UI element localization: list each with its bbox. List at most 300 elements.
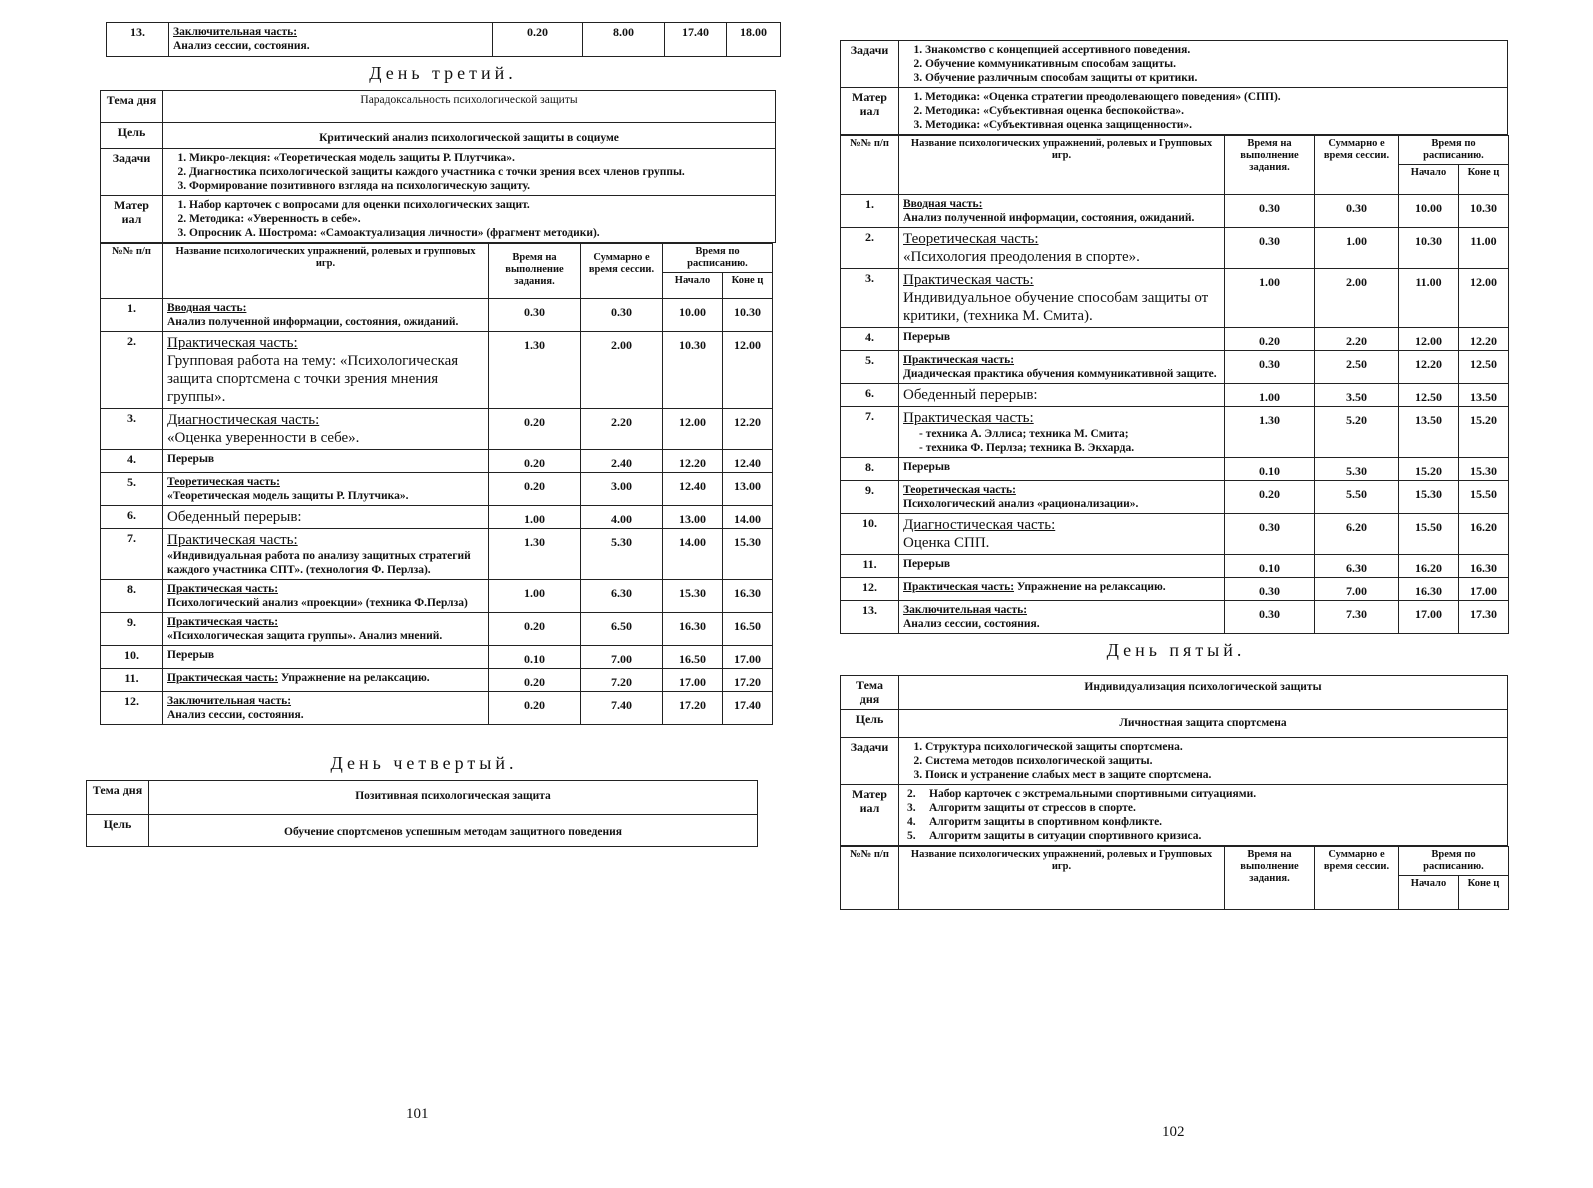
total-cell: 3.00 xyxy=(581,473,663,506)
time-cell: 1.00 xyxy=(1225,384,1315,407)
goal-value: Критический анализ психологической защиты в социуме xyxy=(163,123,776,149)
total-cell: 2.40 xyxy=(581,450,663,473)
section-title: Практическая часть: xyxy=(167,532,298,548)
section-title: Диагностическая часть: xyxy=(167,412,320,428)
task-item: 3. Поиск и устранение слабых мест в защите спортсмена. xyxy=(925,768,1503,782)
total-cell: 7.00 xyxy=(1315,578,1399,601)
total-cell: 2.00 xyxy=(1315,269,1399,328)
table-row xyxy=(841,228,1509,269)
row-number: 1. xyxy=(841,195,899,228)
header-name: Название психологических упражнений, ролевых и Групповых игр. xyxy=(899,136,1225,195)
row-activity xyxy=(163,409,489,450)
task-item: 2. Система методов психологической защиты. xyxy=(925,754,1503,768)
section-text: Анализ сессии, состояния. xyxy=(903,618,1040,630)
section-title: Практическая часть: xyxy=(167,335,298,351)
section-text: Психологический анализ «проекции» (техника Ф.Перлза) xyxy=(167,597,468,609)
day3-title: День третий. xyxy=(369,63,517,83)
header-total: Суммарно е время сессии. xyxy=(1315,847,1399,910)
page-number: 101 xyxy=(406,1106,429,1122)
row-activity xyxy=(163,669,489,692)
end-cell: 13.00 xyxy=(723,473,773,506)
header-end: Коне ц xyxy=(1459,876,1509,910)
row-activity xyxy=(163,613,489,646)
table-row xyxy=(841,407,1509,458)
section-title: Практическая часть: xyxy=(167,616,279,628)
header-number: №№ п/п xyxy=(101,244,163,299)
row-activity xyxy=(899,351,1225,384)
table-row xyxy=(841,269,1509,328)
right-page xyxy=(840,0,1512,1140)
row-activity xyxy=(899,578,1225,601)
row-activity xyxy=(163,692,489,725)
time-cell: 0.20 xyxy=(489,473,581,506)
start-cell: 17.20 xyxy=(663,692,723,725)
total-cell: 6.20 xyxy=(1315,514,1399,555)
total-cell: 7.40 xyxy=(581,692,663,725)
day3-schedule-table xyxy=(100,243,773,725)
section-text: Обеденный перерыв: xyxy=(903,387,1038,403)
row-activity xyxy=(899,328,1225,351)
table-row xyxy=(101,646,773,669)
header-end: Коне ц xyxy=(723,273,773,299)
start-cell: 13.00 xyxy=(663,506,723,529)
day5-schedule-header xyxy=(840,846,1509,910)
row-number: 1. xyxy=(101,299,163,332)
end-cell: 16.30 xyxy=(723,580,773,613)
table-row xyxy=(841,578,1509,601)
table-row xyxy=(841,328,1509,351)
end-cell: 12.50 xyxy=(1459,351,1509,384)
time-cell: 1.00 xyxy=(489,580,581,613)
row-activity xyxy=(899,514,1225,555)
section-title: Практическая часть: xyxy=(167,672,279,684)
start-cell: 11.00 xyxy=(1399,269,1459,328)
row-number: 10. xyxy=(841,514,899,555)
row-activity xyxy=(163,450,489,473)
start-cell: 15.30 xyxy=(1399,481,1459,514)
end-cell: 15.30 xyxy=(1459,458,1509,481)
section-title: Заключительная часть: xyxy=(167,695,292,707)
section-title: Практическая часть: xyxy=(903,410,1034,426)
end-cell: 12.20 xyxy=(723,409,773,450)
end-cell: 13.50 xyxy=(1459,384,1509,407)
section-text: Перерыв xyxy=(167,649,215,661)
row-number: 13. xyxy=(841,601,899,634)
row-activity xyxy=(899,601,1225,634)
materials-label: Матер иал xyxy=(101,196,163,243)
start-cell: 15.50 xyxy=(1399,514,1459,555)
header-start: Начало xyxy=(663,273,723,299)
section-title: Практическая часть: xyxy=(903,354,1015,366)
end-cell: 15.20 xyxy=(1459,407,1509,458)
tasks-list xyxy=(163,149,776,196)
material-item: 3. Методика: «Субъективная оценка защищенности». xyxy=(925,118,1503,132)
row-number: 4. xyxy=(841,328,899,351)
material-item: 1. Методика: «Оценка стратегии преодолевающего поведения» (СПП). xyxy=(925,90,1503,104)
section-text: Перерыв xyxy=(903,331,951,343)
row-number: 8. xyxy=(101,580,163,613)
task-item: 2. Диагностика психологической защиты каждого участника с точки зрения всех членов группы. xyxy=(189,165,771,179)
section-title: Практическая часть: xyxy=(903,581,1015,593)
row-number: 4. xyxy=(101,450,163,473)
time-cell: 1.30 xyxy=(489,332,581,409)
day5-info-table xyxy=(840,675,1508,846)
material-item: 1. Набор карточек с вопросами для оценки психологических защит. xyxy=(189,198,771,212)
end-cell: 17.20 xyxy=(723,669,773,692)
start-cell: 12.50 xyxy=(1399,384,1459,407)
start-cell: 14.00 xyxy=(663,529,723,580)
header-time: Время на выполнение задания. xyxy=(1225,136,1315,195)
material-item: 4. Алгоритм защиты в спортивном конфликте. xyxy=(907,816,1163,828)
table-row xyxy=(101,409,773,450)
time-cell: 0.30 xyxy=(1225,228,1315,269)
section-text: «Теоретическая модель защиты Р. Плутчика». xyxy=(167,490,409,502)
row-activity xyxy=(163,473,489,506)
day4-rows xyxy=(841,195,1509,634)
tasks-label: Задачи xyxy=(101,149,163,196)
goal-value: Обучение спортсменов успешным методам защитного поведения xyxy=(149,815,758,847)
time-cell: 0.30 xyxy=(1225,514,1315,555)
row-activity xyxy=(163,646,489,669)
table-row xyxy=(841,195,1509,228)
end-cell: 17.40 xyxy=(723,692,773,725)
table-row xyxy=(101,299,773,332)
section-text: Индивидуальное обучение способам защиты от критики, (техника М. Смита). xyxy=(903,290,1209,324)
time-cell: 1.00 xyxy=(1225,269,1315,328)
task-item: 3. Формирование позитивного взгляда на психологическую защиту. xyxy=(189,179,771,193)
start-cell: 10.30 xyxy=(1399,228,1459,269)
start-cell: 12.00 xyxy=(1399,328,1459,351)
end-cell: 15.50 xyxy=(1459,481,1509,514)
tema-value: Позитивная психологическая защита xyxy=(149,781,758,815)
section-title: Теоретическая часть: xyxy=(903,484,1016,496)
row-number: 6. xyxy=(841,384,899,407)
row-number: 11. xyxy=(841,555,899,578)
section-text: Психологический анализ «рационализации». xyxy=(903,498,1139,510)
row-number: 7. xyxy=(841,407,899,458)
end-cell: 17.00 xyxy=(723,646,773,669)
row-number: 5. xyxy=(841,351,899,384)
table-row xyxy=(841,514,1509,555)
material-item: 2. Методика: «Уверенность в себе». xyxy=(189,212,771,226)
task-item: 3. Обучение различным способам защиты от критики. xyxy=(925,71,1503,85)
end-cell: 15.30 xyxy=(723,529,773,580)
total-cell: 2.50 xyxy=(1315,351,1399,384)
start-cell: 13.50 xyxy=(1399,407,1459,458)
total-cell: 0.30 xyxy=(1315,195,1399,228)
row-number: 10. xyxy=(101,646,163,669)
section-title: Теоретическая часть: xyxy=(903,231,1039,247)
end-cell: 16.50 xyxy=(723,613,773,646)
time-cell: 1.30 xyxy=(489,529,581,580)
end-cell: 16.30 xyxy=(1459,555,1509,578)
section-title: Диагностическая часть: xyxy=(903,517,1056,533)
time-cell: 0.30 xyxy=(1225,351,1315,384)
table-row xyxy=(101,580,773,613)
day2-final-row-table xyxy=(106,22,781,57)
start-cell: 12.00 xyxy=(663,409,723,450)
start-cell: 10.00 xyxy=(1399,195,1459,228)
materials-label: Матер иал xyxy=(841,88,899,135)
total-cell: 2.20 xyxy=(581,409,663,450)
goal-label: Цель xyxy=(101,123,163,149)
goal-label: Цель xyxy=(841,710,899,738)
section-text: Анализ сессии, состояния. xyxy=(173,40,310,52)
start-cell: 16.50 xyxy=(663,646,723,669)
row-number: 3. xyxy=(101,409,163,450)
day4-title: День четвертый. xyxy=(330,753,518,773)
time-cell: 0.20 xyxy=(489,669,581,692)
tema-value: Парадоксальность психологической защиты xyxy=(163,91,776,123)
section-text: Групповая работа на тему: «Психологическая защита спортсмена с точки зрения мнения группы». xyxy=(167,353,459,405)
start-cell: 12.40 xyxy=(663,473,723,506)
materials-list xyxy=(899,785,1508,846)
table-row xyxy=(101,473,773,506)
table-row xyxy=(101,332,773,409)
section-text: Перерыв xyxy=(903,461,951,473)
material-item: 3. Алгоритм защиты от стрессов в спорте. xyxy=(907,802,1136,814)
total-cell: 5.50 xyxy=(1315,481,1399,514)
material-item: 2. Набор карточек с экстремальными спортивными ситуациями. xyxy=(907,788,1257,800)
tasks-list xyxy=(899,738,1508,785)
end-cell: 16.20 xyxy=(1459,514,1509,555)
table-row xyxy=(101,529,773,580)
page-number: 102 xyxy=(1162,1124,1185,1140)
row-number: 8. xyxy=(841,458,899,481)
header-number: №№ п/п xyxy=(841,847,899,910)
header-schedule: Время по расписанию. xyxy=(1399,136,1509,165)
time-cell: 0.10 xyxy=(489,646,581,669)
row-number: 3. xyxy=(841,269,899,328)
time-cell: 0.20 xyxy=(489,613,581,646)
task-item: 1. Структура психологической защиты спортсмена. xyxy=(925,740,1503,754)
header-total: Суммарно е время сессии. xyxy=(1315,136,1399,195)
start-cell: 17.00 xyxy=(663,669,723,692)
row-activity xyxy=(163,506,489,529)
list-item: - техника Ф. Перлза; техника В. Экхарда. xyxy=(919,441,1220,455)
start-cell: 10.00 xyxy=(663,299,723,332)
end-cell: 10.30 xyxy=(723,299,773,332)
row-number: 13. xyxy=(107,23,169,57)
section-title: Вводная часть: xyxy=(167,302,247,314)
start-cell: 17.40 xyxy=(665,23,727,57)
start-cell: 12.20 xyxy=(663,450,723,473)
total-cell: 5.20 xyxy=(1315,407,1399,458)
task-item: 1. Знакомство с концепцией ассертивного поведения. xyxy=(925,43,1503,57)
tasks-label: Задачи xyxy=(841,41,899,88)
tema-value: Индивидуализация психологической защиты xyxy=(899,676,1508,710)
section-text: «Психология преодоления в спорте». xyxy=(903,249,1140,265)
row-activity xyxy=(169,23,493,57)
row-number: 9. xyxy=(841,481,899,514)
table-row xyxy=(101,669,773,692)
row-number: 12. xyxy=(841,578,899,601)
row-activity xyxy=(899,407,1225,458)
time-cell: 0.20 xyxy=(1225,481,1315,514)
time-cell: 0.20 xyxy=(493,23,583,57)
time-cell: 1.30 xyxy=(1225,407,1315,458)
time-cell: 1.00 xyxy=(489,506,581,529)
header-name: Название психологических упражнений, ролевых и Групповых игр. xyxy=(899,847,1225,910)
total-cell: 5.30 xyxy=(1315,458,1399,481)
section-title: Практическая часть: xyxy=(903,272,1034,288)
table-row xyxy=(101,450,773,473)
time-cell: 0.20 xyxy=(489,692,581,725)
total-cell: 7.20 xyxy=(581,669,663,692)
materials-list xyxy=(899,88,1508,135)
table-row xyxy=(101,613,773,646)
total-cell: 2.00 xyxy=(581,332,663,409)
left-page xyxy=(86,0,782,1122)
row-activity xyxy=(899,228,1225,269)
tema-label: Тема дня xyxy=(101,91,163,123)
row-number: 11. xyxy=(101,669,163,692)
end-cell: 17.30 xyxy=(1459,601,1509,634)
section-title: Практическая часть: xyxy=(167,583,279,595)
table-row xyxy=(841,481,1509,514)
row-activity xyxy=(163,529,489,580)
header-time: Время на выполнение задания. xyxy=(489,244,581,299)
table-row xyxy=(841,384,1509,407)
row-number: 7. xyxy=(101,529,163,580)
section-title: Теоретическая часть: xyxy=(167,476,280,488)
time-cell: 0.20 xyxy=(489,409,581,450)
goal-value: Личностная защита спортсмена xyxy=(899,710,1508,738)
row-activity xyxy=(163,332,489,409)
table-row xyxy=(841,458,1509,481)
row-activity xyxy=(899,555,1225,578)
start-cell: 16.20 xyxy=(1399,555,1459,578)
time-cell: 0.30 xyxy=(1225,195,1315,228)
section-text: Упражнение на релаксацию. xyxy=(280,672,430,684)
total-cell: 6.50 xyxy=(581,613,663,646)
end-cell: 12.00 xyxy=(723,332,773,409)
section-title: Заключительная часть: xyxy=(903,604,1028,616)
section-text: «Оценка уверенности в себе». xyxy=(167,430,360,446)
row-number: 2. xyxy=(101,332,163,409)
tema-label: Тема дня xyxy=(841,676,899,710)
day4-tasks-table xyxy=(840,40,1508,135)
material-item: 2. Методика: «Субъективная оценка беспокойства». xyxy=(925,104,1503,118)
material-item: 5. Алгоритм защиты в ситуации спортивного кризиса. xyxy=(907,830,1202,842)
table-row xyxy=(841,351,1509,384)
total-cell: 7.00 xyxy=(581,646,663,669)
start-cell: 12.20 xyxy=(1399,351,1459,384)
row-number: 2. xyxy=(841,228,899,269)
time-cell: 0.30 xyxy=(1225,578,1315,601)
row-activity xyxy=(163,299,489,332)
header-start: Начало xyxy=(1399,876,1459,910)
day3-info-table xyxy=(100,90,776,243)
section-text: Обеденный перерыв: xyxy=(167,509,302,525)
time-cell: 0.10 xyxy=(1225,458,1315,481)
end-cell: 10.30 xyxy=(1459,195,1509,228)
row-activity xyxy=(163,580,489,613)
section-text: «Психологическая защита группы». Анализ мнений. xyxy=(167,630,443,642)
row-activity xyxy=(899,481,1225,514)
time-cell: 0.30 xyxy=(1225,601,1315,634)
section-text: Анализ полученной информации, состояния, ожиданий. xyxy=(903,212,1195,224)
total-cell: 7.30 xyxy=(1315,601,1399,634)
table-row xyxy=(841,601,1509,634)
row-number: 5. xyxy=(101,473,163,506)
total-cell: 6.30 xyxy=(1315,555,1399,578)
section-text: Анализ сессии, состояния. xyxy=(167,709,304,721)
section-text: Перерыв xyxy=(167,453,215,465)
row-number: 9. xyxy=(101,613,163,646)
header-total: Суммарно е время сессии. xyxy=(581,244,663,299)
start-cell: 16.30 xyxy=(1399,578,1459,601)
section-text: Перерыв xyxy=(903,558,951,570)
day3-rows xyxy=(101,299,773,725)
start-cell: 10.30 xyxy=(663,332,723,409)
end-cell: 14.00 xyxy=(723,506,773,529)
row-number: 12. xyxy=(101,692,163,725)
start-cell: 16.30 xyxy=(663,613,723,646)
time-cell: 0.30 xyxy=(489,299,581,332)
end-cell: 18.00 xyxy=(727,23,781,57)
section-text: Оценка СПП. xyxy=(903,535,990,551)
header-name: Название психологических упражнений, ролевых и групповых игр. xyxy=(163,244,489,299)
total-cell: 6.30 xyxy=(581,580,663,613)
section-title: Заключительная часть: xyxy=(173,26,298,38)
row-activity xyxy=(899,269,1225,328)
task-item: 2. Обучение коммуникативным способам защиты. xyxy=(925,57,1503,71)
day5-title: День пятый. xyxy=(1106,640,1246,660)
day4-info-table xyxy=(86,780,758,847)
section-title: Вводная часть: xyxy=(903,198,983,210)
end-cell: 17.00 xyxy=(1459,578,1509,601)
time-cell: 0.20 xyxy=(489,450,581,473)
materials-label: Матер иал xyxy=(841,785,899,846)
total-cell: 8.00 xyxy=(583,23,665,57)
total-cell: 3.50 xyxy=(1315,384,1399,407)
section-text: Анализ полученной информации, состояния, ожиданий. xyxy=(167,316,459,328)
table-row xyxy=(841,555,1509,578)
row-activity xyxy=(899,195,1225,228)
section-text: «Индивидуальная работа по анализу защитных стратегий каждого участника СПТ». (технология Ф. Перлза). xyxy=(167,550,471,576)
header-number: №№ п/п xyxy=(841,136,899,195)
total-cell: 5.30 xyxy=(581,529,663,580)
total-cell: 2.20 xyxy=(1315,328,1399,351)
tema-label: Тема дня xyxy=(87,781,149,815)
start-cell: 17.00 xyxy=(1399,601,1459,634)
total-cell: 0.30 xyxy=(581,299,663,332)
row-activity xyxy=(899,458,1225,481)
header-time: Время на выполнение задания. xyxy=(1225,847,1315,910)
header-start: Начало xyxy=(1399,165,1459,195)
end-cell: 12.00 xyxy=(1459,269,1509,328)
end-cell: 12.40 xyxy=(723,450,773,473)
table-row xyxy=(101,506,773,529)
section-text: Упражнение на релаксацию. xyxy=(1016,581,1166,593)
section-text: Диадическая практика обучения коммуникативной защите. xyxy=(903,368,1217,380)
start-cell: 15.30 xyxy=(663,580,723,613)
day4-schedule-table xyxy=(840,135,1509,634)
end-cell: 12.20 xyxy=(1459,328,1509,351)
tasks-list xyxy=(899,41,1508,88)
materials-list xyxy=(163,196,776,243)
header-end: Коне ц xyxy=(1459,165,1509,195)
task-item: 1. Микро-лекция: «Теоретическая модель защиты Р. Плутчика». xyxy=(189,151,771,165)
table-row xyxy=(101,692,773,725)
material-item: 3. Опросник А. Шострома: «Самоактуализация личности» (фрагмент методики). xyxy=(189,226,771,240)
list-item: - техника А. Эллиса; техника М. Смита; xyxy=(919,427,1220,441)
row-activity xyxy=(899,384,1225,407)
header-schedule: Время по расписанию. xyxy=(663,244,773,273)
goal-label: Цель xyxy=(87,815,149,847)
total-cell: 1.00 xyxy=(1315,228,1399,269)
